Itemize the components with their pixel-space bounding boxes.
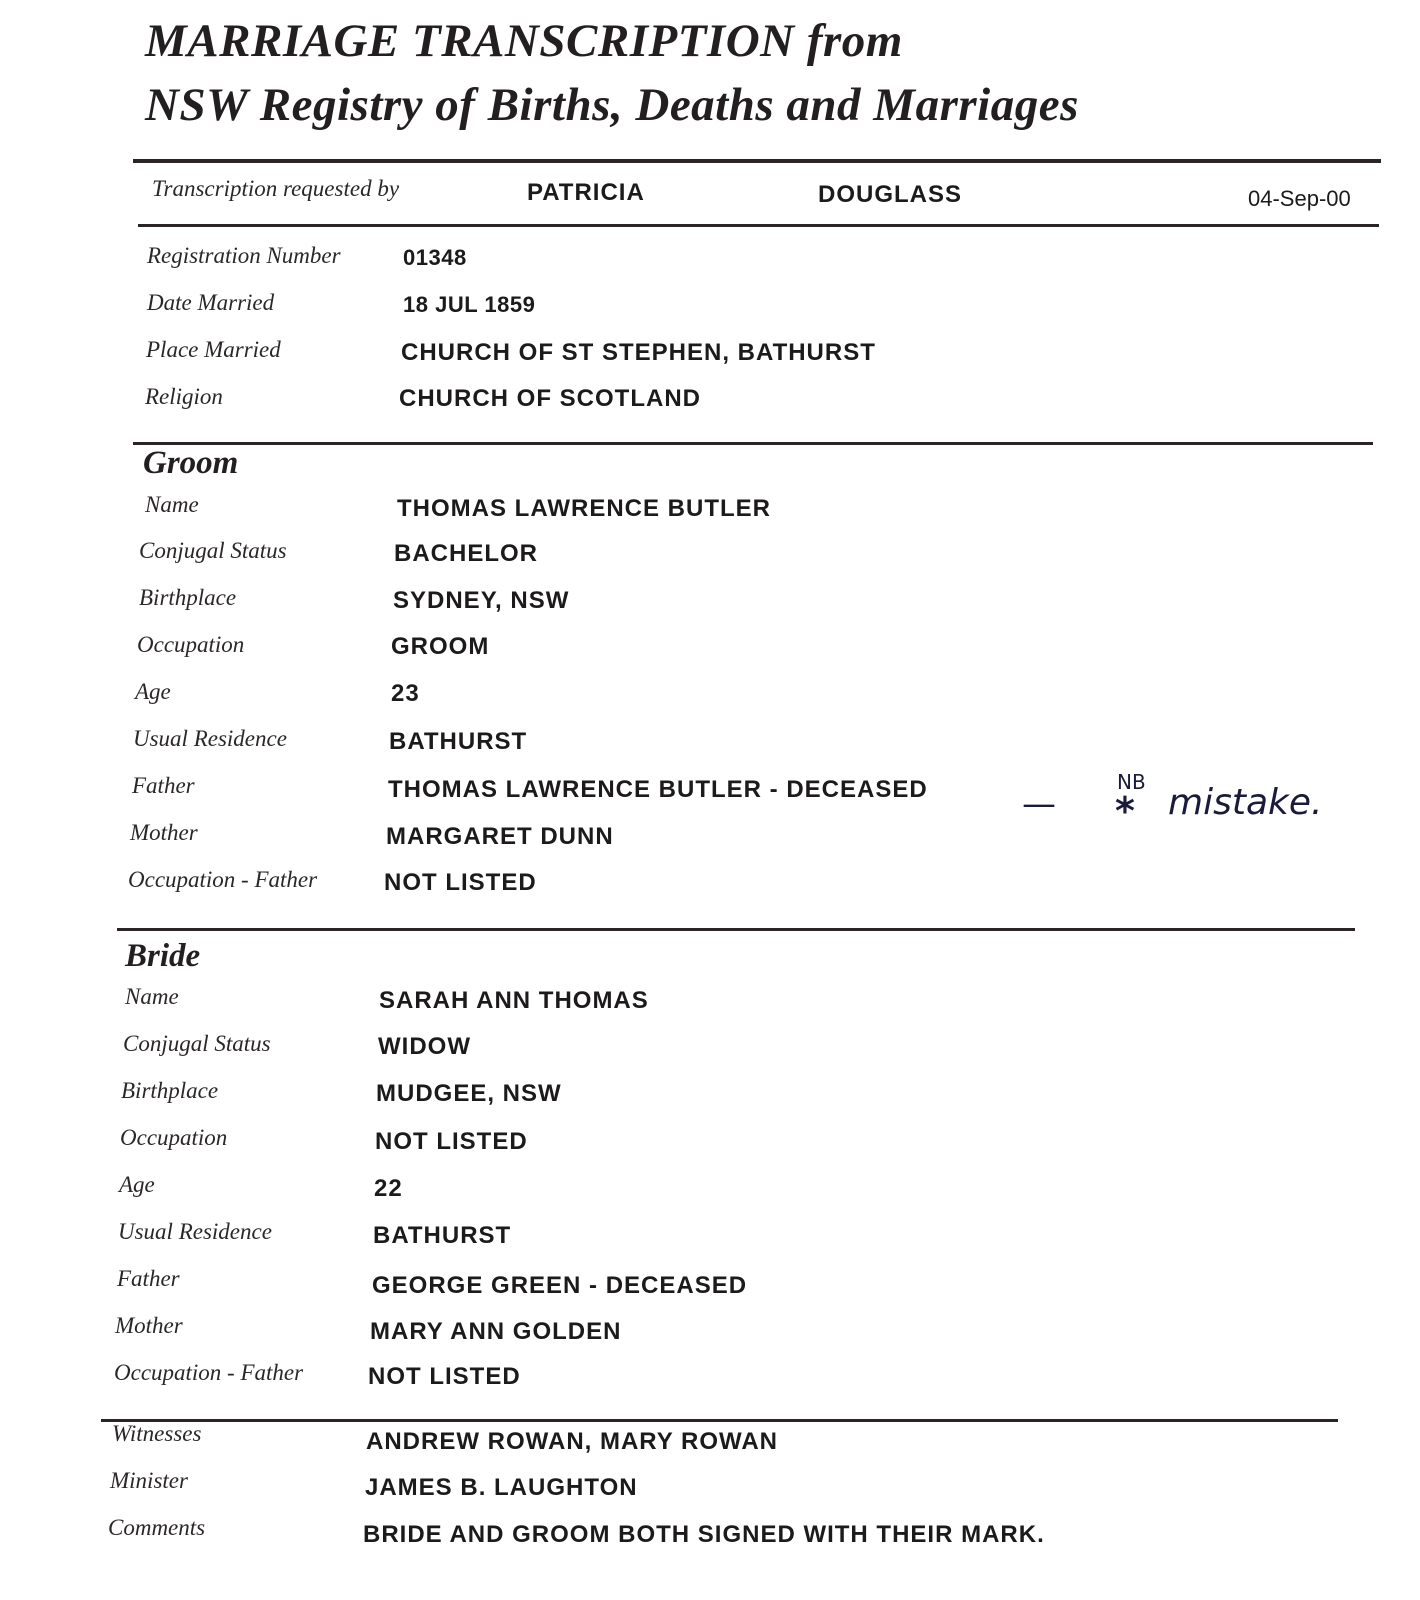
groom-age-label: Age — [135, 679, 171, 704]
religion-label: Religion — [145, 384, 223, 409]
bride-occupation: NOT LISTED — [375, 1128, 528, 1155]
comments-label: Comments — [108, 1515, 206, 1540]
groom-name: THOMAS LAWRENCE BUTLER — [397, 495, 771, 522]
groom-birthplace: SYDNEY, NSW — [393, 587, 570, 614]
bride-father-occupation: NOT LISTED — [368, 1363, 521, 1390]
bride-age: 22 — [374, 1175, 403, 1202]
annotation-nb: NB — [1117, 770, 1146, 794]
groom-occupation-label: Occupation — [137, 632, 245, 657]
bride-birthplace-label: Birthplace — [121, 1078, 219, 1103]
title-line-1: MARRIAGE TRANSCRIPTION from — [145, 15, 903, 67]
date-married-label: Date Married — [147, 290, 275, 315]
place-married-label: Place Married — [146, 337, 281, 362]
groom-name-label: Name — [145, 492, 199, 517]
bride-residence-label: Usual Residence — [118, 1219, 272, 1244]
annotation-mistake: mistake. — [1168, 782, 1323, 823]
groom-residence: BATHURST — [389, 728, 528, 755]
minister: JAMES B. LAUGHTON — [365, 1474, 638, 1501]
bride-mother-label: Mother — [115, 1313, 183, 1338]
bride-father: GEORGE GREEN - DECEASED — [372, 1272, 748, 1299]
rule-groom — [117, 928, 1355, 931]
bride-father-occupation-label: Occupation - Father — [114, 1360, 304, 1385]
religion: CHURCH OF SCOTLAND — [399, 385, 701, 412]
witnesses-label: Witnesses — [112, 1421, 202, 1446]
bride-status-label: Conjugal Status — [123, 1031, 271, 1056]
minister-label: Minister — [110, 1468, 188, 1493]
groom-residence-label: Usual Residence — [133, 726, 287, 751]
requester-last-name: DOUGLASS — [818, 181, 963, 208]
rule-registration — [133, 442, 1373, 445]
bride-name-label: Name — [125, 984, 179, 1009]
bride-occupation-label: Occupation — [120, 1125, 228, 1150]
requested-by-label: Transcription requested by — [152, 176, 400, 201]
bride-name: SARAH ANN THOMAS — [379, 987, 649, 1014]
bride-status: WIDOW — [378, 1033, 471, 1060]
comments: BRIDE AND GROOM BOTH SIGNED WITH THEIR MARK. — [363, 1521, 1045, 1548]
groom-age: 23 — [391, 680, 420, 707]
rule-title — [133, 159, 1381, 163]
requester-first-name: PATRICIA — [527, 179, 645, 206]
request-date: 04-Sep-00 — [1248, 186, 1351, 211]
groom-father-occupation: NOT LISTED — [384, 869, 537, 896]
groom-mother: MARGARET DUNN — [386, 823, 614, 850]
witnesses: ANDREW ROWAN, MARY ROWAN — [366, 1428, 778, 1455]
annotation-star: * — [1115, 789, 1135, 833]
rule-bride — [101, 1419, 1338, 1422]
title-line-2: NSW Registry of Births, Deaths and Marriages — [145, 79, 1079, 131]
groom-occupation: GROOM — [391, 633, 490, 660]
groom-status-label: Conjugal Status — [139, 538, 287, 563]
bride-father-label: Father — [117, 1266, 180, 1291]
bride-birthplace: MUDGEE, NSW — [376, 1080, 562, 1107]
annotation-dash: — — [1022, 784, 1056, 824]
bride-heading: Bride — [125, 938, 201, 974]
date-married: 18 JUL 1859 — [403, 292, 536, 317]
groom-father-label: Father — [132, 773, 195, 798]
registration-number-label: Registration Number — [147, 243, 341, 268]
groom-heading: Groom — [143, 445, 239, 481]
groom-father-occupation-label: Occupation - Father — [128, 867, 318, 892]
bride-age-label: Age — [119, 1172, 155, 1197]
registration-number: 01348 — [403, 245, 467, 270]
groom-mother-label: Mother — [130, 820, 198, 845]
bride-residence: BATHURST — [373, 1222, 512, 1249]
rule-request — [138, 224, 1379, 227]
bride-mother: MARY ANN GOLDEN — [370, 1318, 622, 1345]
place-married: CHURCH OF ST STEPHEN, BATHURST — [401, 339, 876, 366]
groom-father: THOMAS LAWRENCE BUTLER - DECEASED — [388, 776, 928, 803]
groom-birthplace-label: Birthplace — [139, 585, 237, 610]
groom-status: BACHELOR — [394, 540, 538, 567]
